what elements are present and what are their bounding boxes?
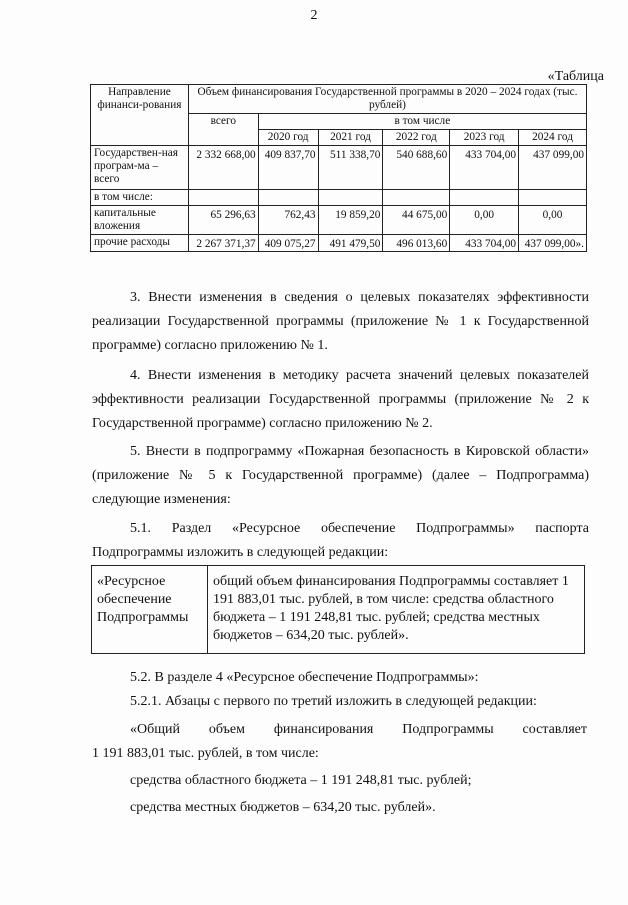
- paragraph-4: 4. Внести изменения в методику расчета значений целевых показателей эффективности реализации Государственной программы (приложение № 2 к Государственной программе) согласно приложению № 2.: [92, 368, 589, 431]
- row-value: 0,00: [450, 206, 519, 235]
- row-value: 19 859,20: [318, 206, 383, 235]
- row-value: 491 479,50: [318, 235, 383, 252]
- row-label: Государствен-ная програм-ма – всего: [91, 146, 189, 190]
- row-value: 433 704,00: [450, 235, 519, 252]
- including-header: в том числе: [258, 114, 586, 130]
- row-value: 409 837,70: [258, 146, 318, 190]
- paragraph-3: 3. Внести изменения в сведения о целевых показателях эффективности реализации Государственной программы (приложение № 1 к Государственной программе) согласно приложению № 1.: [92, 290, 589, 353]
- year-header: 2021 год: [318, 130, 383, 146]
- quote-line: [130, 722, 587, 738]
- row-value: 437 099,00: [519, 146, 587, 190]
- row-value: 433 704,00: [450, 146, 519, 190]
- direction-header: Направление финанси-рования: [91, 85, 189, 146]
- row-value: 437 099,00».: [519, 235, 587, 252]
- local-budget-line: средства местных бюджетов – 634,20 тыс. рублей».: [130, 800, 436, 815]
- total-header: всего: [188, 114, 258, 146]
- year-header: 2020 год: [258, 130, 318, 146]
- paragraph-5-1: 5.1. Раздел «Ресурсное обеспечение Подпрограммы» паспорта Подпрограммы изложить в следующей редакции:: [92, 521, 589, 560]
- row-total: 2 267 371,37: [188, 235, 258, 252]
- year-header: 2024 год: [519, 130, 587, 146]
- paragraph-5: 5. Внести в подпрограмму «Пожарная безопасность в Кировской области» (приложение № 5 к Государственной программе) (далее – Подпрограмма) следующие изменения:: [92, 444, 589, 507]
- row-value: 409 075,27: [258, 235, 318, 252]
- page-number: 2: [310, 8, 318, 23]
- row-value: 540 688,60: [383, 146, 450, 190]
- quote-word: «Общий: [130, 722, 180, 737]
- table-row: [91, 235, 587, 252]
- row-total: 65 296,63: [188, 206, 258, 235]
- row-value: 44 675,00: [383, 206, 450, 235]
- paragraph-5-2: 5.2. В разделе 4 «Ресурсное обеспечение Подпрограммы»:: [130, 670, 479, 685]
- regional-budget-line: средства областного бюджета – 1 191 248,81 тыс. рублей;: [130, 773, 472, 788]
- row-value: 0,00: [519, 206, 587, 235]
- year-header: 2022 год: [383, 130, 450, 146]
- quote-word: составляет: [522, 722, 587, 737]
- paragraph-5-2-1: 5.2.1. Абзацы с первого по третий изложить в следующей редакции:: [130, 694, 537, 709]
- quote-word: финансирования: [273, 722, 374, 737]
- volume-header: Объем финансирования Государственной программы в 2020 – 2024 годах (тыс. рублей): [188, 85, 586, 114]
- row-label: в том числе:: [91, 190, 189, 206]
- year-header: 2023 год: [450, 130, 519, 146]
- resource-box: [91, 565, 585, 654]
- row-label: прочие расходы: [91, 235, 189, 252]
- quote-continuation: 1 191 883,01 тыс. рублей, в том числе:: [92, 746, 319, 761]
- table-row: [91, 146, 587, 190]
- quote-word: объем: [208, 722, 245, 737]
- row-label: капитальные вложения: [91, 206, 189, 235]
- financing-table: [90, 84, 587, 252]
- table-row: [91, 190, 587, 206]
- table-row: [91, 206, 587, 235]
- resource-label: «Ресурсное обеспечение Подпрограммы: [92, 566, 208, 654]
- row-value: 496 013,60: [383, 235, 450, 252]
- row-value: 762,43: [258, 206, 318, 235]
- row-value: 511 338,70: [318, 146, 383, 190]
- row-total: 2 332 668,00: [188, 146, 258, 190]
- quote-word: Подпрограммы: [402, 722, 494, 737]
- resource-text: общий объем финансирования Подпрограммы составляет 1 191 883,01 тыс. рублей, в том числе: средства областного бюджета – 1 191 248,81 тыс. рублей; средства местных бюджетов – 634,20 тыс. рублей».: [208, 566, 585, 654]
- table-label: «Таблица: [547, 69, 604, 84]
